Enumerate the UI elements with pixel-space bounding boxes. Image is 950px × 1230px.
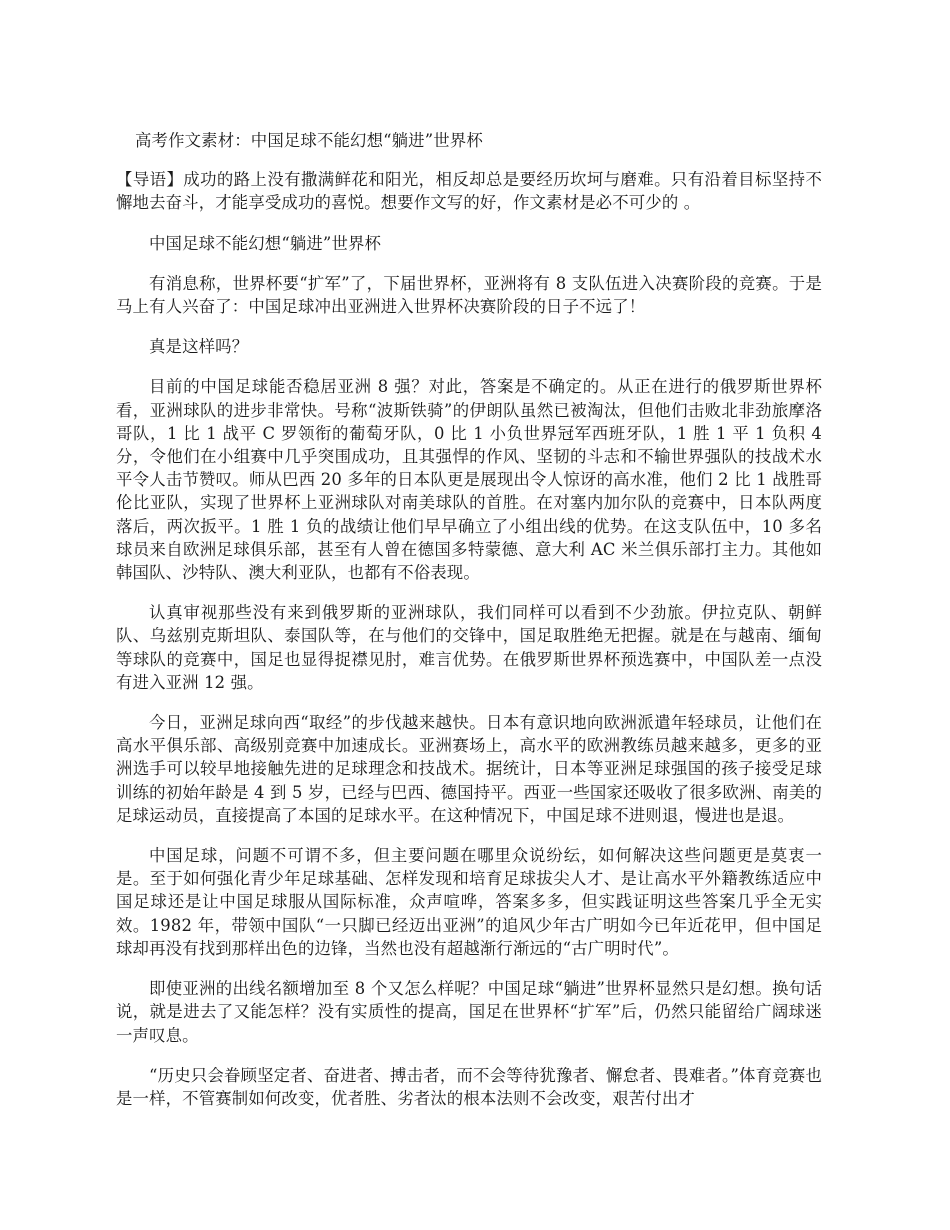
body-paragraph: 即使亚洲的出线名额增加至 8 个又怎么样呢？中国足球“躺进”世界杯显然只是幻想。换句话说，就是进去了又能怎样？没有实质性的提高，国足在世界杯“扩军”后，仍然只能留给广阔球迷一声叹息。	[116, 979, 822, 1045]
body-paragraph: 有消息称，世界杯要“扩军”了，下届世界杯，亚洲将有 8 支队伍进入决赛阶段的竞赛。于是马上有人兴奋了：中国足球冲出亚洲进入世界杯决赛阶段的日子不远了！	[116, 273, 822, 317]
body-paragraph: 认真审视那些没有来到俄罗斯的亚洲球队，我们同样可以看到不少劲旅。伊拉克队、朝鲜队、乌兹别克斯坦队、泰国队等，在与他们的交锋中，国足取胜绝无把握。就是在与越南、缅甸等球队的竞赛中，国足也显得捉襟见肘，难言优势。在俄罗斯世界杯预选赛中，中国队差一点没有进入亚洲 12 强。	[116, 603, 822, 692]
body-paragraph: 今日，亚洲足球向西“取经”的步伐越来越快。日本有意识地向欧洲派遣年轻球员，让他们在高水平俱乐部、高级别竞赛中加速成长。亚洲赛场上，高水平的欧洲教练员越来越多，更多的亚洲选手可以较早地接触先进的足球理念和技战术。据统计，日本等亚洲足球强国的孩子接受足球训练的初始年龄是 4 到 5 岁，已经与巴西、德国持平。西亚一些国家还吸收了很多欧洲、南美的足球运动员，直接提高了本国的足球水平。在这种情况下，中国足球不进则退，慢进也是退。	[116, 713, 822, 825]
body-paragraph: “历史只会眷顾坚定者、奋进者、搏击者，而不会等待犹豫者、懈怠者、畏难者。”体育竞赛也是一样，不管赛制如何改变，优者胜、劣者汰的根本法则不会改变，艰苦付出才	[116, 1065, 822, 1108]
body-paragraph: 目前的中国足球能否稳居亚洲 8 强？对此，答案是不确定的。从正在进行的俄罗斯世界杯看，亚洲球队的进步非常快。号称“波斯铁骑”的伊朗队虽然已被淘汰，但他们击败北非劲旅摩洛哥队，1 比 1 战平 C 罗领衔的葡萄牙队，0 比 1 小负世界冠军西班牙队，1 胜 1 平 1 负积 4 分，令他们在小组赛中几乎突围成功，且其强悍的作风、坚韧的斗志和不输世界强队的技战术水平令人击节赞叹。师从巴西 20 多年的日本队更是展现出令人惊讶的高水准，他们 2 比 1 战胜哥伦比亚队，实现了世界杯上亚洲球队对南美球队的首胜。在对塞内加尔队的竞赛中，日本队两度落后，两次扳平。1 胜 1 负的战绩让他们早早确立了小组出线的优势。在这支队伍中，10 多名球员来自欧洲足球俱乐部，甚至有人曾在德国多特蒙德、意大利 AC 米兰俱乐部打主力。其他如韩国队、沙特队、澳大利亚队，也都有不俗表现。	[116, 377, 822, 583]
intro-paragraph: 【导语】成功的路上没有撒满鲜花和阳光，相反却总是要经历坎坷与磨难。只有沿着目标坚持不懈地去奋斗，才能享受成功的喜悦。想要作文写的好，作文素材是必不可少的 。	[116, 170, 822, 213]
document-title: 高考作文素材：中国足球不能幻想“躺进”世界杯	[135, 131, 483, 150]
body-paragraph: 真是这样吗？	[149, 337, 249, 357]
article-subtitle: 中国足球不能幻想“躺进”世界杯	[149, 233, 382, 253]
body-paragraph: 中国足球，问题不可谓不多，但主要问题在哪里众说纷纭，如何解决这些问题更是莫衷一是。至于如何强化青少年足球基础、怎样发现和培育足球拔尖人才、是让高水平外籍教练适应中国足球还是让中国足球服从国际标准，众声喧哗，答案多多，但实践证明这些答案几乎全无实效。1982 年，带领中国队“一只脚已经迈出亚洲”的追风少年古广明如今已年近花甲，但中国足球却再没有找到那样出色的边锋，当然也没有超越渐行渐远的“古广明时代”。	[116, 846, 822, 958]
